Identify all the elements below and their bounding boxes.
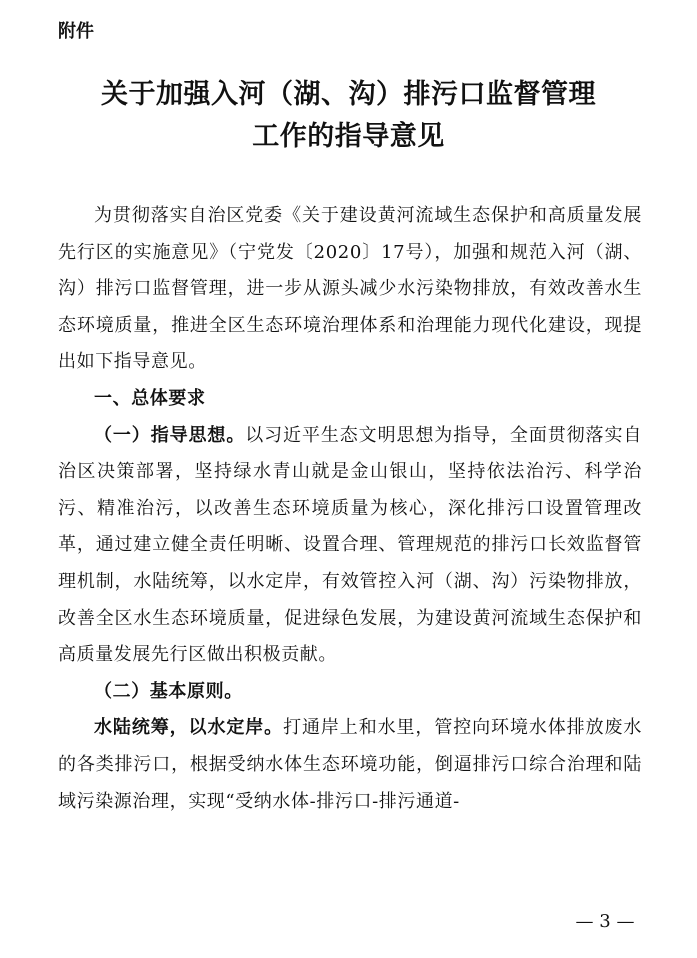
principle-paragraph-1 — [58, 710, 642, 820]
document-title-line-1: 关于加强入河（湖、沟）排污口监督管理 — [101, 79, 596, 110]
principle-1-lead: 水陆统筹，以水定岸。 — [94, 717, 284, 739]
basic-principles-paragraph — [58, 674, 642, 711]
page-number: — 3 — — [575, 911, 635, 932]
intro-paragraph: 为贯彻落实自治区党委《关于建设黄河流域生态保护和高质量发展先行区的实施意见》（宁党发〔2020〕17号），加强和规范入河（湖、沟）排污口监督管理，进一步从源头减少水污染物排放，有效改善水生态环境质量，推进全区生态环境治理体系和治理能力现代化建设，现提出如下指导意见。 — [58, 205, 642, 373]
guiding-ideology-paragraph — [58, 418, 642, 674]
document-body — [58, 198, 642, 820]
basic-principles-lead: （二）基本原则。 — [94, 680, 243, 702]
document-title-line-2: 工作的指导意见 — [252, 121, 445, 152]
attachment-label: 附件 — [58, 21, 94, 42]
guiding-ideology-text: 以习近平生态文明思想为指导，全面贯彻落实自治区决策部署，坚持绿水青山就是金山银山，坚持依法治污、科学治污、精准治污，以改善生态环境质量为核心，深化排污口设置管理改革，通过建立健全责任明晰、设置合理、管理规范的排污口长效监督管理机制，水陆统筹，以水定岸，有效管控入河（湖、沟）污染物排放，改善全区水生态环境质量，促进绿色发展，为建设黄河流域生态保护和高质量发展先行区做出积极贡献。 — [58, 424, 642, 666]
principle-1-text: 打通岸上和水里，管控向环境水体排放废水的各类排污口，根据受纳水体生态环境功能，倒逼排污口综合治理和陆域污染源治理，实现“受纳水体-排污口-排污通道- — [58, 717, 643, 812]
section-heading-overall-requirements: 一、总体要求 — [94, 387, 206, 409]
guiding-ideology-lead: （一）指导思想。 — [94, 424, 246, 446]
